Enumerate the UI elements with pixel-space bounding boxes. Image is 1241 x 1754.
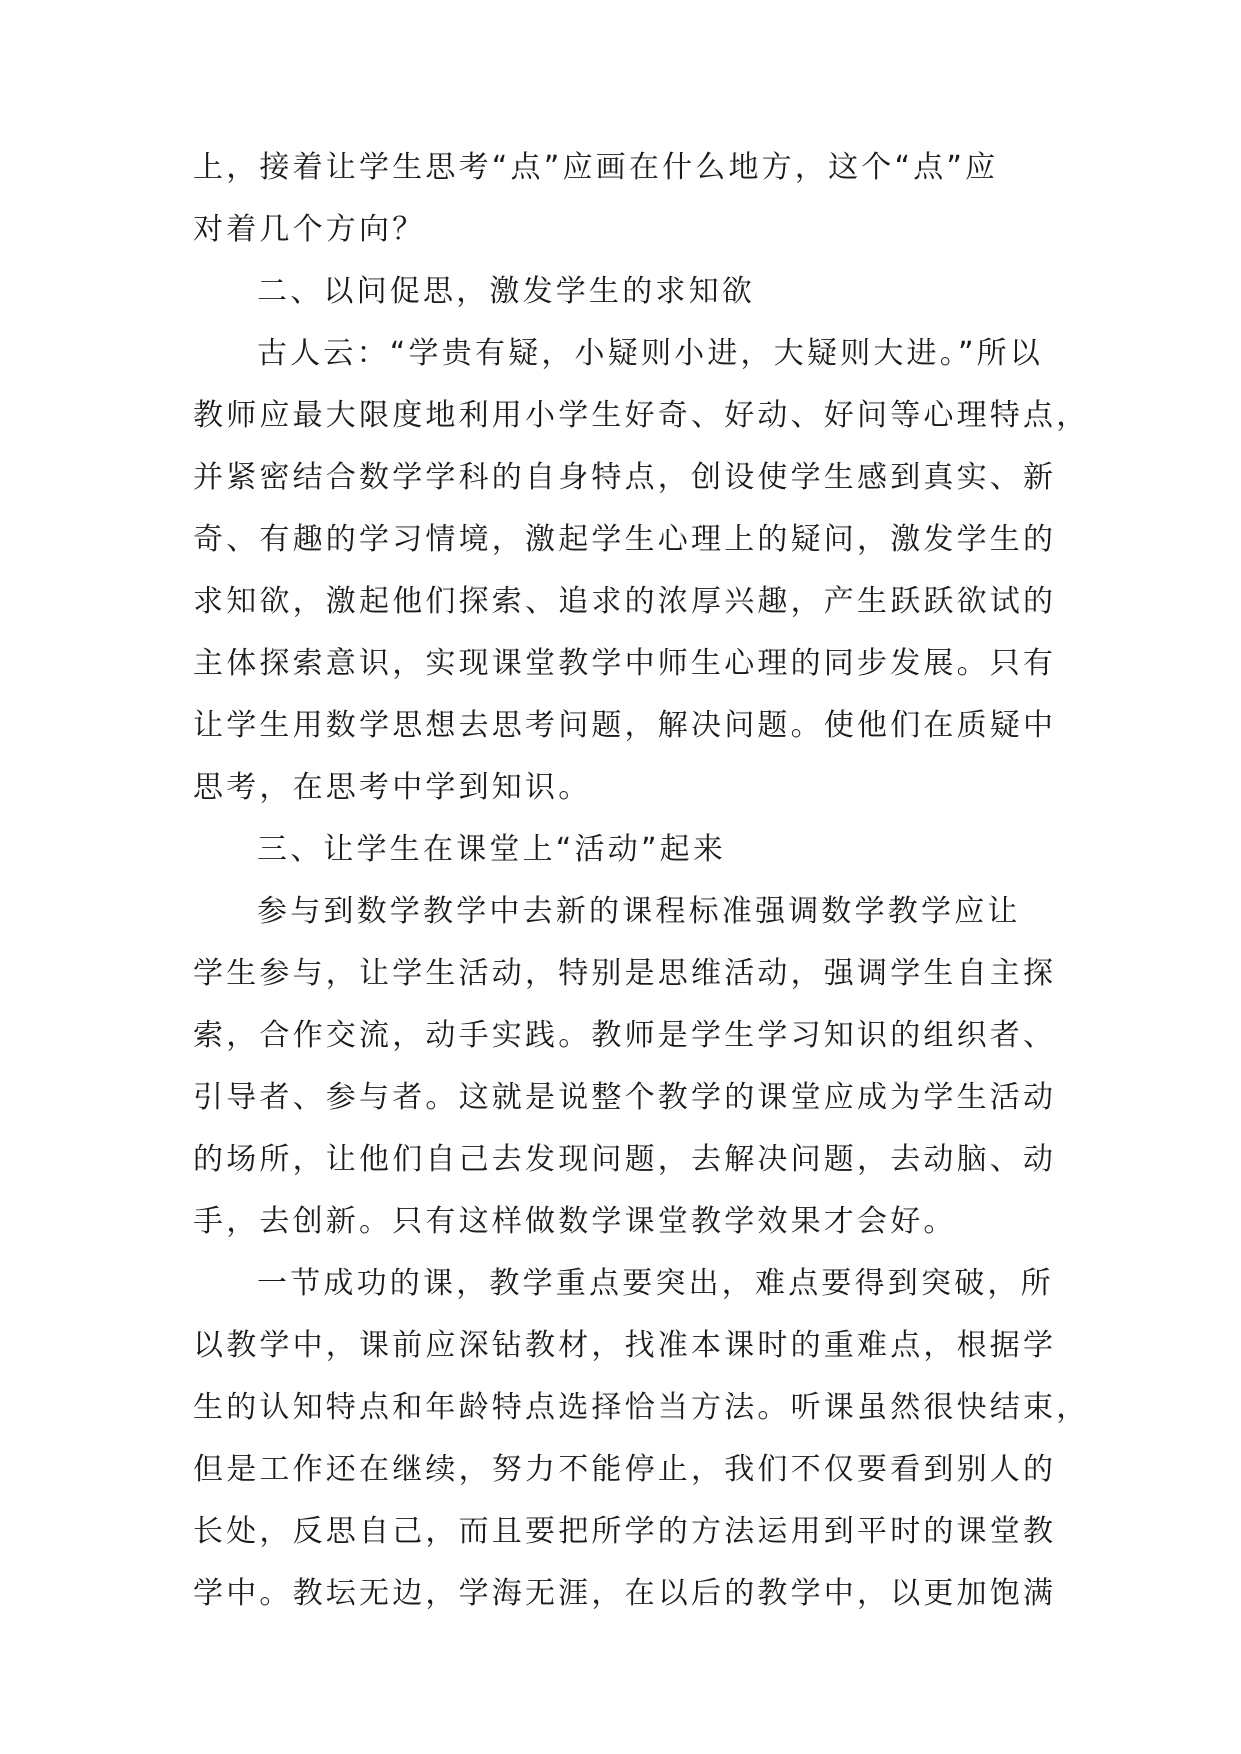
section-heading: 二、以问促思，激发学生的求知欲 — [257, 274, 755, 309]
text-line: 教师应最大限度地利用小学生好奇、好动、好问等心理特点， — [193, 398, 1090, 433]
text-line: 并紧密结合数学学科的自身特点，创设使学生感到真实、新 — [193, 460, 1057, 495]
text-line: 学中。教坛无边，学海无涯，在以后的教学中，以更加饱满 — [193, 1576, 1057, 1611]
text-line: 对着几个方向？ — [193, 212, 426, 247]
section-heading: 三、让学生在课堂上“活动”起来 — [257, 832, 727, 867]
text-line: 以教学中，课前应深钻教材，找准本课时的重难点，根据学 — [193, 1328, 1057, 1363]
text-line: 参与到数学教学中去新的课程标准强调数学教学应让 — [257, 894, 1021, 929]
text-line: 引导者、参与者。这就是说整个教学的课堂应成为学生活动 — [193, 1080, 1057, 1115]
text-line: 手，去创新。只有这样做数学课堂教学效果才会好。 — [193, 1204, 957, 1239]
text-line: 思考，在思考中学到知识。 — [193, 770, 592, 805]
text-line: 学生参与，让学生活动，特别是思维活动，强调学生自主探 — [193, 956, 1057, 991]
text-line: 索，合作交流，动手实践。教师是学生学习知识的组织者、 — [193, 1018, 1057, 1053]
text-line: 古人云：“学贵有疑，小疑则小进，大疑则大进。”所以 — [257, 336, 1044, 371]
text-line: 的场所，让他们自己去发现问题，去解决问题，去动脑、动 — [193, 1142, 1057, 1177]
text-line: 奇、有趣的学习情境，激起学生心理上的疑问，激发学生的 — [193, 522, 1057, 557]
text-line: 长处，反思自己，而且要把所学的方法运用到平时的课堂教 — [193, 1514, 1057, 1549]
text-line: 主体探索意识，实现课堂教学中师生心理的同步发展。只有 — [193, 646, 1057, 681]
text-line: 但是工作还在继续，努力不能停止，我们不仅要看到别人的 — [193, 1452, 1057, 1487]
text-line: 求知欲，激起他们探索、追求的浓厚兴趣，产生跃跃欲试的 — [193, 584, 1057, 619]
text-line: 上，接着让学生思考“点”应画在什么地方，这个“点”应 — [193, 150, 999, 185]
text-line: 生的认知特点和年龄特点选择恰当方法。听课虽然很快结束， — [193, 1390, 1090, 1425]
text-line: 一节成功的课，教学重点要突出，难点要得到突破，所 — [257, 1266, 1054, 1301]
text-line: 让学生用数学思想去思考问题，解决问题。使他们在质疑中 — [193, 708, 1057, 743]
